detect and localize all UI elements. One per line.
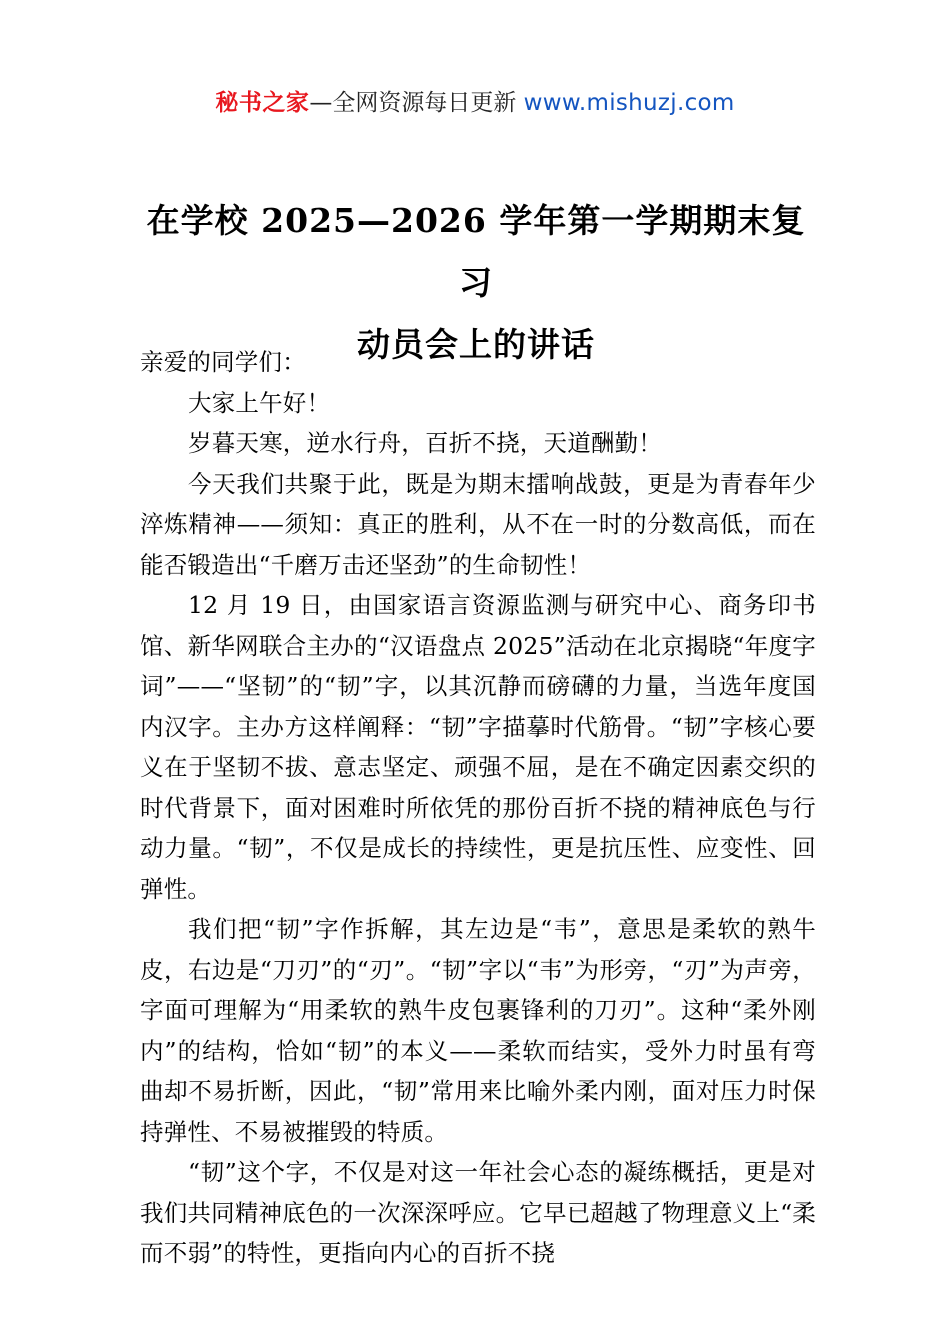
- paragraph: 岁暮天寒，逆水行舟，百折不挠，天道酬勤！: [188, 429, 662, 457]
- page-title-line-2: 动员会上的讲话: [357, 325, 595, 364]
- page-title-line-1: 在学校 2025—2026 学年第一学期期末复习: [146, 201, 806, 302]
- watermark-middle-text: —全网资源每日更新: [309, 90, 524, 116]
- paragraph: 12 月 19 日，由国家语言资源监测与研究中心、商务印书馆、新华网联合主办的“汉语盘点 2025”活动在北京揭晓“年度字词”——“坚韧”的“韧”字，以其沉静而磅礴的力量，当选年度国内汉字。主办方这样阐释：“韧”字描摹时代筋骨。“韧”字核心要义在于坚韧不拔、意志坚定、顽强不屈，是在不确定因素交织的时代背景下，面对困难时所依凭的那份百折不挠的精神底色与行动力量。“韧”，不仅是成长的持续性，更是抗压性、应变性、回弹性。: [140, 591, 816, 903]
- paragraph: 我们把“韧”字作拆解，其左边是“韦”，意思是柔软的熟牛皮，右边是“刀刃”的“刃”。“韧”字以“韦”为形旁，“刃”为声旁，字面可理解为“用柔软的熟牛皮包裹锋利的刀刃”。这种“柔外刚内”的结构，恰如“韧”的本义——柔软而结实，受外力时虽有弯曲却不易折断，因此，“韧”常用来比喻外柔内刚，面对压力时保持弹性、不易被摧毁的特质。: [140, 915, 816, 1146]
- paragraph: “韧”这个字，不仅是对这一年社会心态的凝练概括，更是对我们共同精神底色的一次深深呼应。它早已超越了物理意义上“柔而不弱”的特性，更指向内心的百折不挠: [140, 1158, 816, 1267]
- watermark-brand: 秘书之家: [215, 90, 310, 116]
- paragraph: 大家上午好！: [188, 388, 331, 417]
- watermark-url[interactable]: www.mishuzj.com: [523, 90, 735, 116]
- paragraph: 今天我们共聚于此，既是为期末擂响战鼓，更是为青春年少淬炼精神——须知：真正的胜利，从不在一时的分数高低，而在能否锻造出“千磨万击还坚劲”的生命韧性！: [140, 469, 816, 579]
- document-body: [140, 342, 816, 1274]
- site-watermark: [0, 88, 950, 118]
- paragraph: 亲爱的同学们：: [140, 348, 306, 376]
